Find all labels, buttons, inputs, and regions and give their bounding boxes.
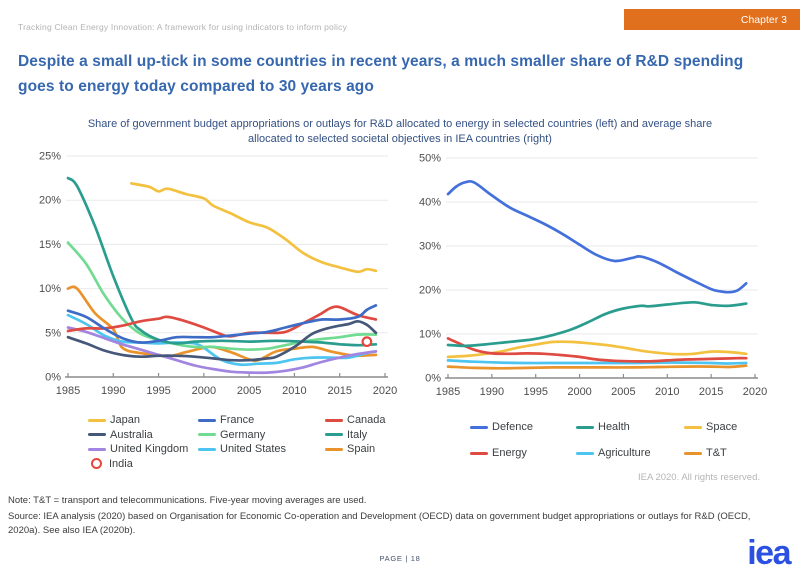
germany-line-swatch-icon (198, 433, 216, 436)
x-tick-label: 2020 (742, 386, 768, 397)
y-tick-label: 0% (425, 372, 441, 385)
legend-label-space: Space (706, 421, 738, 433)
page-title (18, 50, 796, 100)
running-title: Tracking Clean Energy Innovation: A framework for using indicators to inform policy (18, 22, 348, 32)
legend-item-space (684, 414, 774, 440)
united-states-line-swatch-icon (198, 448, 216, 451)
italy-line-swatch-icon (325, 433, 343, 436)
australia-line-swatch-icon (88, 433, 106, 436)
footnote-source: Source: IEA analysis (2020) based on Organisation for Economic Co-operation and Development (OECD) data on government budget appropriations or outlays for R&D (OECD, 2020a). See also IEA (2020b). (8, 511, 751, 537)
copyright-text: IEA 2020. All rights reserved. (638, 472, 760, 483)
x-tick-label: 1990 (101, 385, 126, 397)
legend-column (198, 413, 325, 471)
x-tick-label: 1995 (523, 386, 548, 397)
marker-india (363, 337, 372, 346)
united-kingdom-line-swatch-icon (88, 448, 106, 451)
figure-caption (0, 117, 800, 148)
left-chart (30, 147, 402, 397)
y-tick-label: 25% (38, 150, 61, 163)
right-chart-legend (470, 414, 774, 466)
right-chart-svg (412, 147, 784, 397)
series-line-agriculture (448, 360, 746, 363)
legend-item-germany (198, 428, 325, 443)
x-tick-label: 2005 (611, 386, 636, 397)
legend-item-japan (88, 413, 198, 428)
series-line-japan (131, 183, 376, 271)
space-line-swatch-icon (684, 426, 702, 429)
legend-column (470, 414, 576, 466)
legend-label-t-t: T&T (706, 447, 727, 459)
figure-caption-line1: Share of government budget appropriations or outlays for R&D allocated to energy in selected countries (left) and average share (87, 118, 713, 130)
series-line-t-t (448, 366, 746, 369)
y-tick-label: 50% (418, 152, 441, 165)
legend-item-energy (470, 440, 576, 466)
legend-item-t-t (684, 440, 774, 466)
legend-label-australia: Australia (110, 428, 153, 441)
y-tick-label: 15% (38, 238, 61, 251)
y-tick-label: 20% (38, 194, 61, 207)
chapter-badge-label: Chapter 3 (740, 13, 787, 26)
page-title-line2: goes to energy today compared to 30 years ago (18, 77, 374, 95)
legend-column (576, 414, 684, 466)
x-tick-label: 2000 (567, 386, 592, 397)
x-tick-label: 2015 (698, 386, 724, 397)
series-line-health (448, 302, 746, 346)
legend-label-health: Health (598, 421, 630, 433)
legend-item-italy (325, 428, 420, 443)
x-tick-label: 2020 (372, 385, 398, 397)
x-tick-label: 2015 (327, 385, 352, 397)
iea-logo: iea (747, 534, 790, 572)
y-tick-label: 5% (45, 327, 61, 340)
x-tick-label: 2010 (282, 385, 307, 397)
legend-item-united-kingdom (88, 442, 198, 457)
x-tick-label: 1990 (479, 386, 505, 397)
figure-caption-line2: allocated to selected societal objectives in IEA countries (right) (248, 133, 552, 146)
legend-label-canada: Canada (347, 414, 386, 427)
legend-item-spain (325, 442, 420, 457)
legend-label-india: India (109, 457, 133, 470)
legend-label-agriculture: Agriculture (598, 447, 651, 459)
series-line-spain (68, 287, 376, 361)
t-t-line-swatch-icon (684, 452, 702, 455)
legend-label-united-kingdom: United Kingdom (110, 443, 189, 456)
legend-item-india (88, 457, 198, 472)
x-tick-label: 1985 (435, 386, 461, 397)
y-tick-label: 0% (45, 371, 61, 384)
series-line-defence (448, 181, 746, 292)
legend-item-health (576, 414, 684, 440)
legend-item-canada (325, 413, 420, 428)
page-title-line1: Despite a small up-tick in some countries in recent years, a much smaller share of R&D spending (18, 53, 744, 70)
defence-line-swatch-icon (470, 426, 488, 429)
canada-line-swatch-icon (325, 419, 343, 422)
legend-label-france: France (220, 414, 255, 427)
legend-item-france (198, 413, 325, 428)
left-chart-svg (30, 147, 402, 397)
y-tick-label: 10% (38, 283, 61, 296)
x-tick-label: 2005 (236, 385, 262, 397)
legend-column (88, 413, 198, 471)
legend-item-united-states (198, 442, 325, 457)
left-chart-legend (88, 413, 420, 471)
y-tick-label: 10% (418, 328, 441, 341)
legend-label-germany: Germany (220, 428, 266, 441)
legend-label-italy: Italy (347, 428, 368, 441)
legend-label-spain: Spain (347, 443, 376, 456)
x-tick-label: 1995 (146, 385, 171, 397)
y-tick-label: 20% (418, 284, 441, 297)
legend-label-japan: Japan (110, 414, 140, 427)
health-line-swatch-icon (576, 426, 594, 429)
india-circle-marker-icon (91, 458, 102, 469)
footnote-note: Note: T&T = transport and telecommunications. Five-year moving averages are used. (8, 495, 367, 506)
series-line-energy (448, 338, 746, 361)
page-number: PAGE | 18 (379, 554, 421, 563)
legend-item-agriculture (576, 440, 684, 466)
japan-line-swatch-icon (88, 419, 106, 422)
legend-column (325, 413, 420, 471)
x-tick-label: 2010 (655, 386, 680, 397)
energy-line-swatch-icon (470, 452, 488, 455)
agriculture-line-swatch-icon (576, 452, 594, 455)
legend-label-defence: Defence (492, 421, 533, 433)
x-tick-label: 2000 (191, 385, 217, 397)
legend-column (684, 414, 774, 466)
y-tick-label: 40% (418, 196, 441, 209)
legend-label-energy: Energy (492, 447, 527, 459)
legend-label-united-states: United States (220, 443, 287, 456)
france-line-swatch-icon (198, 419, 216, 422)
spain-line-swatch-icon (325, 448, 343, 451)
chapter-badge (624, 9, 800, 30)
legend-item-australia (88, 428, 198, 443)
right-chart (412, 147, 784, 397)
legend-item-defence (470, 414, 576, 440)
x-tick-label: 1985 (55, 385, 81, 397)
y-tick-label: 30% (418, 240, 441, 253)
